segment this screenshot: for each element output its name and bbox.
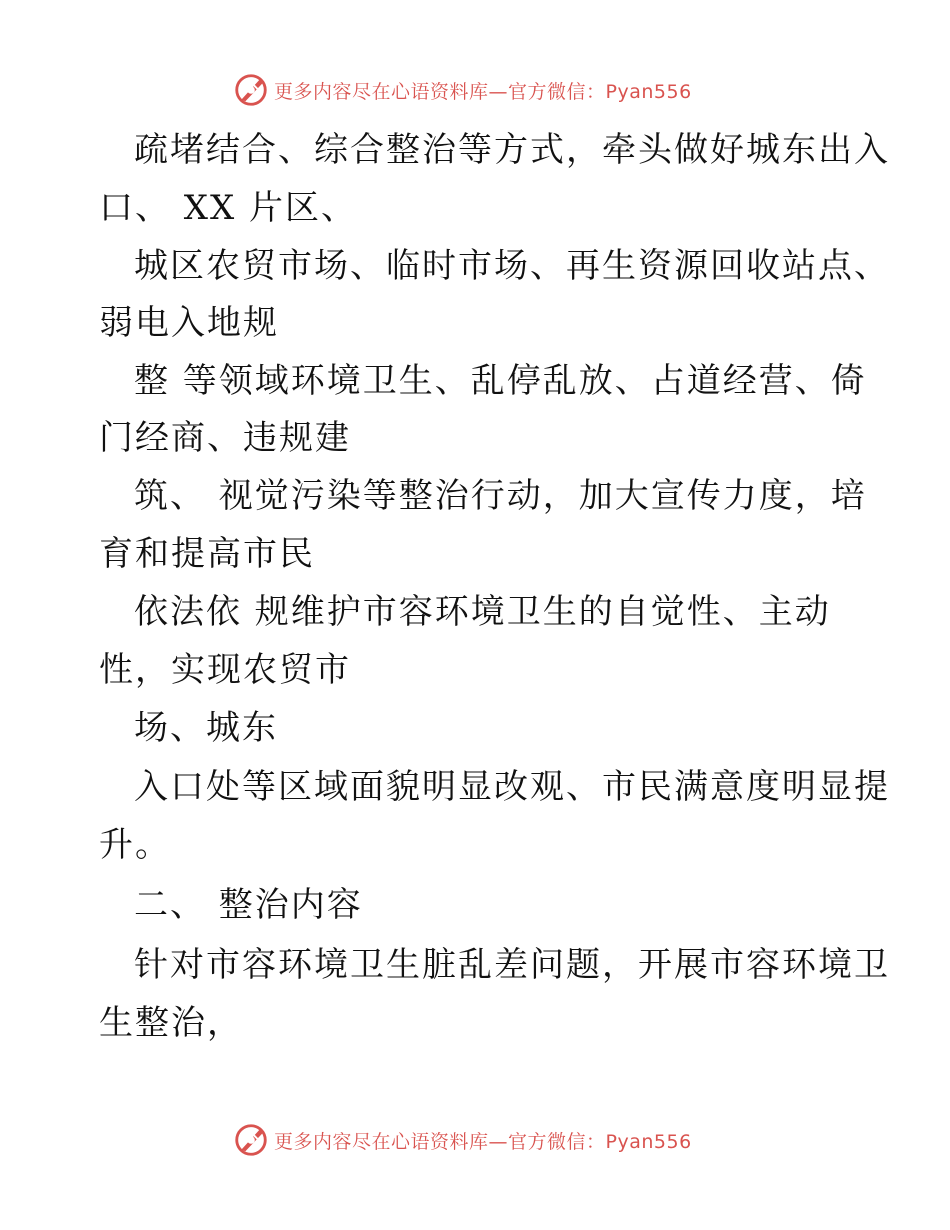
text-line: 升。 xyxy=(99,825,171,865)
header-watermark xyxy=(232,70,692,110)
text-line: 筑、 视觉污染等整治行动，加大宣传力度，培 xyxy=(134,476,867,516)
watermark-text: 更多内容尽在心语资料库—官方微信：Pyan556 xyxy=(274,80,692,103)
text-line: 整 等领域环境卫生、乱停乱放、占道经营、倚 xyxy=(134,361,867,401)
text-line: 城区农贸市场、临时市场、再生资源回收站点、 xyxy=(134,246,890,286)
text-line: 生整治， xyxy=(99,1003,243,1043)
text-line: 弱电入地规 xyxy=(99,303,279,343)
text-line: 入口处等区域面貌明显改观、市民满意度明显提 xyxy=(134,767,890,807)
quill-logo-icon xyxy=(232,1121,270,1159)
text-line: 依法依 规维护市容环境卫生的自觉性、主动 xyxy=(134,592,831,632)
text-line: 性，实现农贸市 xyxy=(99,650,351,690)
footer-watermark xyxy=(232,1120,692,1160)
text-line: 门经商、违规建 xyxy=(99,418,351,458)
text-line: 疏堵结合、综合整治等方式，牵头做好城东出入 xyxy=(134,130,890,170)
quill-logo-icon xyxy=(232,71,270,109)
text-line: 场、城东 xyxy=(134,708,278,748)
text-line: 针对市容环境卫生脏乱差问题，开展市容环境卫 xyxy=(134,945,890,985)
section-heading: 二、 整治内容 xyxy=(134,885,363,925)
text-line: 育和提高市民 xyxy=(99,534,315,574)
text-line: 口、 XX 片区、 xyxy=(99,188,358,228)
watermark-text: 更多内容尽在心语资料库—官方微信：Pyan556 xyxy=(274,1130,692,1153)
